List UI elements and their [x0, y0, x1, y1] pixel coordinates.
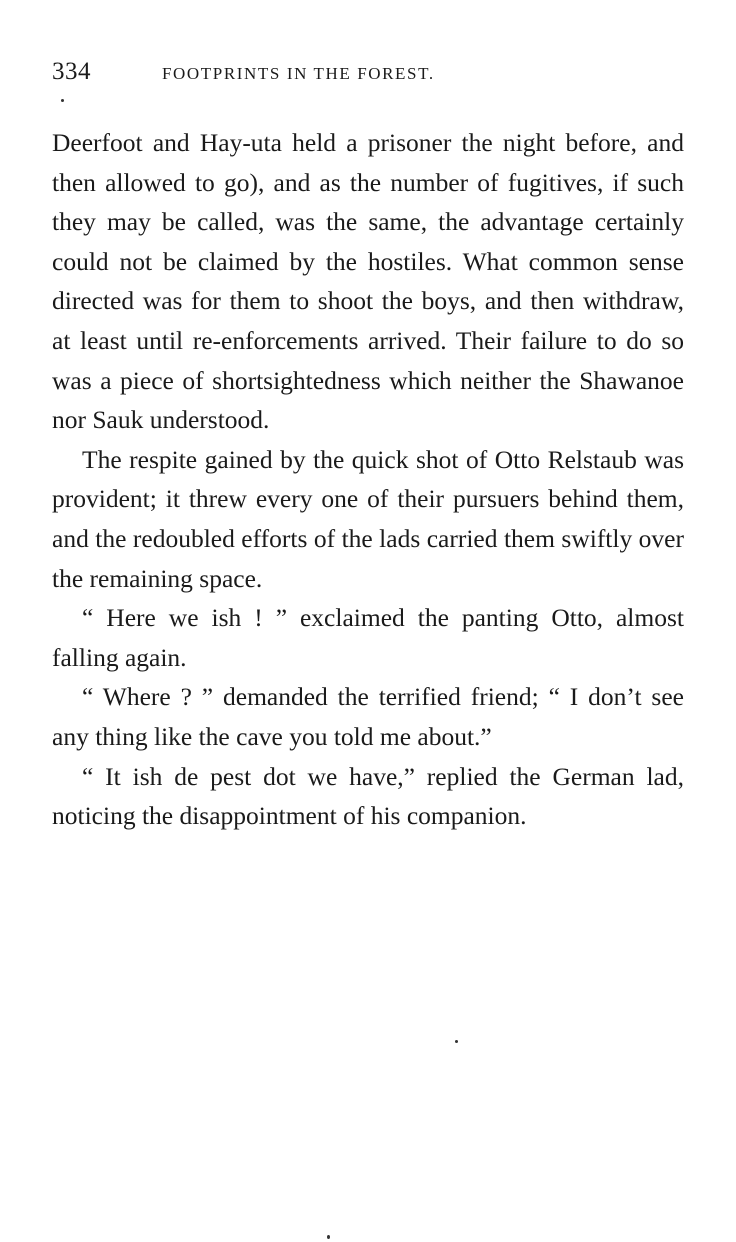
page-number: 334	[52, 58, 91, 85]
paragraph-respite: The respite gained by the quick shot of Otto Relstaub was provident; it threw every one of their pursuers behind them, and the redoubled efforts of the lads carried them swiftly over the remaining space.	[52, 444, 684, 593]
print-speck-top	[61, 99, 64, 102]
running-head	[52, 58, 684, 90]
paragraph-here-we-ish: “ Here we ish ! ” exclaimed the panting Otto, almost falling again.	[52, 603, 684, 672]
print-speck-bottom	[327, 1235, 330, 1239]
body-text	[52, 123, 684, 836]
book-page	[52, 58, 684, 836]
paragraph-where: “ Where ? ” demanded the terrified friend; “ I don’t see any thing like the cave you told me about.”	[52, 682, 684, 751]
paragraph-best-we-have: “ It ish de pest dot we have,” replied the German lad, noticing the disappointment of his companion.	[52, 761, 684, 831]
print-speck-middle	[455, 1040, 458, 1043]
running-title: FOOTPRINTS IN THE FOREST.	[162, 64, 435, 83]
paragraph-continued: Deerfoot and Hay-uta held a prisoner the night before, and then allowed to go), and as the number of fugitives, if such they may be called, was the same, the advantage certainly could not be claimed by the hostiles. What common sense directed was for them to shoot the boys, and then withdraw, at least until re-enforcements arrived. Their failure to do so was a piece of shortsightedness which neither the Shawanoe nor Sauk understood.	[52, 128, 684, 435]
